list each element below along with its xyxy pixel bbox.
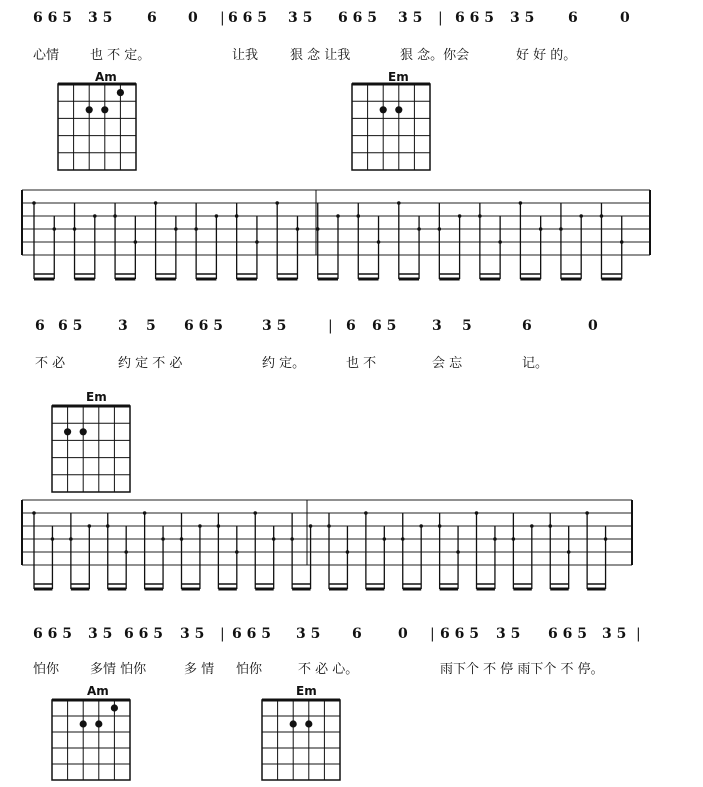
chord-name: Em: [86, 390, 107, 404]
note-head: [106, 524, 110, 528]
note-group: 3 5: [602, 626, 627, 642]
lyrics-row-3: [0, 662, 703, 684]
note-group: 6: [568, 10, 578, 26]
note-group: 6 6 5: [455, 10, 494, 26]
note-head: [154, 201, 158, 205]
chord-dot: [80, 428, 87, 435]
note-group: 6: [147, 10, 157, 26]
lyric: 会 忘: [432, 356, 463, 371]
chord-name: Em: [388, 70, 409, 84]
note-group: 3: [432, 318, 442, 334]
lyric: 怕你: [33, 662, 60, 677]
note-group: 0: [188, 10, 198, 26]
barline: |: [430, 626, 435, 642]
note-head: [134, 240, 138, 244]
note-head: [397, 201, 401, 205]
note-head: [456, 550, 460, 554]
lyric: 约 定。: [262, 356, 306, 371]
note-group: 6 5: [372, 318, 397, 334]
note-head: [52, 227, 56, 231]
note-head: [174, 227, 178, 231]
note-head: [215, 214, 219, 218]
note-head: [356, 214, 360, 218]
note-head: [336, 214, 340, 218]
chord-dot: [380, 106, 387, 113]
note-head: [327, 524, 331, 528]
note-head: [567, 550, 571, 554]
note-group: 6: [346, 318, 356, 334]
note-head: [32, 511, 36, 515]
lyric: 不 必 心。: [298, 662, 359, 677]
note-group: 6 6 5: [124, 626, 163, 642]
note-group: 0: [620, 10, 630, 26]
note-group: 3 5: [180, 626, 205, 642]
chord-dot: [101, 106, 108, 113]
lyric: 多情 怕你: [90, 662, 147, 677]
chord-dot: [86, 106, 93, 113]
note-group: 3 5: [510, 10, 535, 26]
notation-row-2: [0, 318, 703, 340]
chord-dot: [111, 704, 118, 711]
note-head: [217, 524, 221, 528]
note-head: [296, 227, 300, 231]
note-head: [309, 524, 313, 528]
note-group: 3 5: [262, 318, 287, 334]
note-group: 6 6 5: [228, 10, 267, 26]
note-group: 6 6 5: [33, 626, 72, 642]
chord-dot: [395, 106, 402, 113]
note-group: 5: [462, 318, 472, 334]
note-head: [498, 240, 502, 244]
lyric: 雨下个 不 停 雨下个 不 停。: [440, 662, 604, 677]
chord-diagram-am: [52, 700, 132, 784]
lyric: 怕你: [236, 662, 263, 677]
chord-dot: [290, 720, 297, 727]
note-head: [143, 511, 147, 515]
note-group: 6: [35, 318, 45, 334]
chord-dot: [117, 89, 124, 96]
barline: |: [220, 10, 225, 26]
note-head: [161, 537, 165, 541]
note-group: 6 6 5: [440, 626, 479, 642]
lyric: 不 必: [35, 356, 66, 371]
lyric: 也 不 定。: [90, 48, 151, 63]
chord-frame: [262, 700, 340, 780]
lyric: 狠 念 让我: [290, 48, 351, 63]
note-head: [253, 511, 257, 515]
notation-row-1: [0, 10, 703, 32]
note-head: [275, 201, 279, 205]
note-head: [620, 240, 624, 244]
note-group: 3 5: [88, 10, 113, 26]
note-head: [419, 524, 423, 528]
note-head: [88, 524, 92, 528]
note-head: [604, 537, 608, 541]
note-head: [438, 227, 442, 231]
note-head: [235, 550, 239, 554]
note-group: 6 6 5: [338, 10, 377, 26]
note-head: [377, 240, 381, 244]
chord-dot: [80, 720, 87, 727]
note-head: [579, 214, 583, 218]
barline: |: [328, 318, 333, 334]
chord-frame: [58, 84, 136, 170]
note-head: [272, 537, 276, 541]
note-head: [32, 201, 36, 205]
note-head: [124, 550, 128, 554]
chord-name: Em: [296, 684, 317, 698]
lyric: 狠 念。你会: [400, 48, 470, 63]
barline: |: [636, 626, 641, 642]
note-head: [235, 214, 239, 218]
note-head: [364, 511, 368, 515]
note-group: 6: [352, 626, 362, 642]
note-head: [383, 537, 387, 541]
note-head: [401, 537, 405, 541]
tab-staff: [22, 498, 632, 610]
lyric: 多 情: [184, 662, 215, 677]
lyric: 也 不: [346, 356, 377, 371]
note-head: [600, 214, 604, 218]
barline: |: [438, 10, 443, 26]
note-head: [438, 524, 442, 528]
note-group: 5: [146, 318, 156, 334]
note-head: [519, 201, 523, 205]
lyric: 好 好 的。: [516, 48, 577, 63]
note-group: 3 5: [496, 626, 521, 642]
notation-row-3: [0, 626, 703, 648]
note-group: 3 5: [88, 626, 113, 642]
chord-diagram-em: [262, 700, 342, 784]
lyrics-row-1: [0, 48, 703, 70]
note-head: [530, 524, 534, 528]
note-head: [585, 511, 589, 515]
chord-diagram-am: [58, 84, 138, 174]
note-head: [73, 227, 77, 231]
note-head: [113, 214, 117, 218]
note-group: 0: [398, 626, 408, 642]
lyric: 让我: [232, 48, 259, 63]
chord-name: Am: [87, 684, 109, 698]
note-group: 6 6 5: [33, 10, 72, 26]
note-head: [539, 227, 543, 231]
note-head: [93, 214, 97, 218]
note-group: 6 6 5: [232, 626, 271, 642]
note-head: [559, 227, 563, 231]
note-group: 3 5: [288, 10, 313, 26]
lyric: 记。: [522, 356, 549, 371]
note-group: 6 5: [58, 318, 83, 334]
note-group: 6 6 5: [184, 318, 223, 334]
lyric: 心情: [33, 48, 60, 63]
note-head: [548, 524, 552, 528]
note-head: [51, 537, 55, 541]
note-group: 3 5: [398, 10, 423, 26]
chord-frame: [52, 700, 130, 780]
note-head: [493, 537, 497, 541]
note-head: [180, 537, 184, 541]
note-head: [290, 537, 294, 541]
tab-staff: [22, 188, 650, 300]
note-head: [458, 214, 462, 218]
lyric: 约 定 不 必: [118, 356, 183, 371]
note-head: [417, 227, 421, 231]
chord-dot: [64, 428, 71, 435]
chord-frame: [52, 406, 130, 492]
chord-dot: [305, 720, 312, 727]
note-group: 0: [588, 318, 598, 334]
lyrics-row-2: [0, 356, 703, 378]
chord-dot: [95, 720, 102, 727]
note-head: [478, 214, 482, 218]
note-group: 3 5: [296, 626, 321, 642]
note-head: [346, 550, 350, 554]
note-group: 6: [522, 318, 532, 334]
chord-diagram-em: [352, 84, 432, 174]
note-group: 6 6 5: [548, 626, 587, 642]
barline: |: [220, 626, 225, 642]
chord-diagram-em: [52, 406, 132, 496]
chord-frame: [352, 84, 430, 170]
note-group: 3: [118, 318, 128, 334]
note-head: [194, 227, 198, 231]
note-head: [512, 537, 516, 541]
chord-name: Am: [95, 70, 117, 84]
note-head: [255, 240, 259, 244]
note-head: [69, 537, 73, 541]
note-head: [316, 227, 320, 231]
note-head: [475, 511, 479, 515]
note-head: [198, 524, 202, 528]
